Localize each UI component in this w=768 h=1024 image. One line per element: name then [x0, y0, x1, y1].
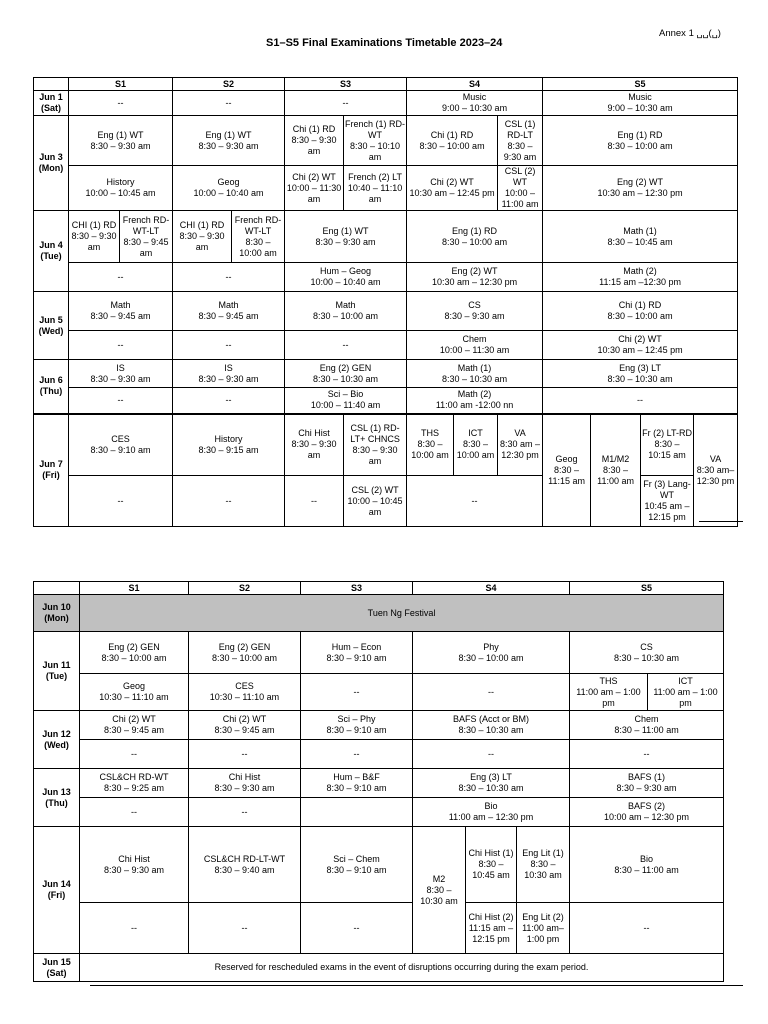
exam-cell: Bio 11:00 am – 12:30 pm	[413, 798, 570, 827]
exam-cell: --	[69, 476, 173, 527]
exam-cell: ICT 8:30 – 10:00 am	[454, 414, 498, 476]
exam-cell: --	[413, 674, 570, 711]
exam-cell: Hum – Econ 8:30 – 9:10 am	[301, 632, 413, 674]
col-s2: S2	[189, 582, 301, 595]
exam-cell: Sci – Chem 8:30 – 9:10 am	[301, 827, 413, 903]
exam-cell: CHI (1) RD 8:30 – 9:30 am	[69, 211, 120, 263]
exam-cell: French (1) RD-WT 8:30 – 10:10 am	[344, 116, 407, 166]
exam-cell: Chi (2) WT 10:30 am – 12:45 pm	[407, 166, 498, 211]
exam-cell: --	[80, 798, 189, 827]
exam-cell: Bio 8:30 – 11:00 am	[570, 827, 724, 903]
exam-cell: --	[189, 798, 301, 827]
exam-cell: --	[570, 903, 724, 954]
exam-cell: Fr (2) LT-RD 8:30 – 10:15 am	[641, 414, 694, 476]
exam-cell: THS 11:00 am – 1:00 pm	[570, 674, 648, 711]
exam-cell: Chi (1) RD 8:30 – 9:30 am	[285, 116, 344, 166]
exam-cell: --	[285, 476, 344, 527]
exam-cell: Eng (1) WT 8:30 – 9:30 am	[285, 211, 407, 263]
page-title: S1–S5 Final Examinations Timetable 2023–24	[266, 37, 503, 49]
exam-cell: Chi (1) RD 8:30 – 10:00 am	[543, 292, 738, 331]
exam-cell: --	[173, 91, 285, 116]
exam-cell: CSL (2) WT 10:00 – 10:45 am	[344, 476, 407, 527]
exam-cell: BAFS (2) 10:00 am – 12:30 pm	[570, 798, 724, 827]
exam-cell: CSL (2) WT 10:00 – 11:00 am	[498, 166, 543, 211]
exam-cell: Chi Hist 8:30 – 9:30 am	[189, 769, 301, 798]
col-s2: S2	[173, 78, 285, 91]
exam-cell: --	[69, 331, 173, 360]
exam-cell: Eng (2) GEN 8:30 – 10:00 am	[189, 632, 301, 674]
exam-cell: Eng Lit (2) 11:00 am– 1:00 pm	[517, 903, 570, 954]
day-label: Jun 14 (Fri)	[34, 827, 80, 954]
exam-cell: Eng (1) RD 8:30 – 10:00 am	[543, 116, 738, 166]
timetable-week-2	[33, 581, 724, 982]
day-label: Jun 13 (Thu)	[34, 769, 80, 827]
exam-cell: --	[173, 263, 285, 292]
exam-cell: Chi Hist (1) 8:30 – 10:45 am	[466, 827, 517, 903]
exam-cell: --	[301, 903, 413, 954]
exam-cell: Sci – Phy 8:30 – 9:10 am	[301, 711, 413, 740]
exam-cell: --	[570, 740, 724, 769]
exam-cell: BAFS (Acct or BM) 8:30 – 10:30 am	[413, 711, 570, 740]
exam-cell: Hum – B&F 8:30 – 9:10 am	[301, 769, 413, 798]
col-s1: S1	[69, 78, 173, 91]
exam-cell: Phy 8:30 – 10:00 am	[413, 632, 570, 674]
col-s3: S3	[301, 582, 413, 595]
divider-line	[699, 521, 743, 522]
exam-cell: --	[189, 903, 301, 954]
exam-cell: CSL (1) RD-LT 8:30 – 9:30 am	[498, 116, 543, 166]
exam-cell: History 8:30 – 9:15 am	[173, 414, 285, 476]
exam-cell: Music 9:00 – 10:30 am	[407, 91, 543, 116]
exam-cell: Eng (2) GEN 8:30 – 10:00 am	[80, 632, 189, 674]
exam-cell: --	[189, 740, 301, 769]
day-label: Jun 3 (Mon)	[34, 116, 69, 211]
exam-cell: CES 8:30 – 9:10 am	[69, 414, 173, 476]
exam-cell: Eng (3) LT 8:30 – 10:30 am	[543, 360, 738, 388]
exam-cell: Chi Hist 8:30 – 9:30 am	[285, 414, 344, 476]
exam-cell: Math (2) 11:15 am –12:30 pm	[543, 263, 738, 292]
exam-cell: Geog 10:30 – 11:10 am	[80, 674, 189, 711]
exam-cell: --	[173, 476, 285, 527]
exam-cell: Eng (1) WT 8:30 – 9:30 am	[173, 116, 285, 166]
col-s4: S4	[413, 582, 570, 595]
exam-cell: --	[69, 263, 173, 292]
exam-cell: Chi (2) WT 10:00 – 11:30 am	[285, 166, 344, 211]
exam-cell: CSL&CH RD-LT-WT 8:30 – 9:40 am	[189, 827, 301, 903]
day-label: Jun 15 (Sat)	[34, 954, 80, 982]
exam-cell: Eng (3) LT 8:30 – 10:30 am	[413, 769, 570, 798]
exam-cell: --	[301, 674, 413, 711]
exam-cell: VA 8:30 am– 12:30 pm	[694, 414, 738, 527]
exam-cell: Eng (2) WT 10:30 am – 12:30 pm	[543, 166, 738, 211]
exam-cell: --	[69, 388, 173, 414]
col-s5: S5	[543, 78, 738, 91]
exam-cell: --	[413, 740, 570, 769]
exam-cell: Eng (2) GEN 8:30 – 10:30 am	[285, 360, 407, 388]
exam-cell: VA 8:30 am – 12:30 pm	[498, 414, 543, 476]
exam-cell: CSL&CH RD-WT 8:30 – 9:25 am	[80, 769, 189, 798]
header-blank	[34, 582, 80, 595]
day-label: Jun 4 (Tue)	[34, 211, 69, 292]
exam-cell: Chem 10:00 – 11:30 am	[407, 331, 543, 360]
exam-cell: CHI (1) RD 8:30 – 9:30 am	[173, 211, 232, 263]
exam-cell: Math 8:30 – 9:45 am	[173, 292, 285, 331]
exam-cell: Music 9:00 – 10:30 am	[543, 91, 738, 116]
exam-cell: --	[285, 91, 407, 116]
exam-cell: Geog 8:30 – 11:15 am	[543, 414, 591, 527]
day-label: Jun 6 (Thu)	[34, 360, 69, 414]
reserved-note: Reserved for rescheduled exams in the event of disruptions occurring during the exam period.	[80, 954, 724, 982]
divider-line	[90, 985, 743, 986]
day-label: Jun 10 (Mon)	[34, 595, 80, 632]
exam-cell: --	[301, 740, 413, 769]
exam-cell: Math (1) 8:30 – 10:30 am	[407, 360, 543, 388]
day-label: Jun 7 (Fri)	[34, 414, 69, 527]
day-label: Jun 5 (Wed)	[34, 292, 69, 360]
header-blank	[34, 78, 69, 91]
exam-cell: --	[407, 476, 543, 527]
exam-cell: Math (2) 11:00 am -12:00 nn	[407, 388, 543, 414]
exam-cell: Eng (1) WT 8:30 – 9:30 am	[69, 116, 173, 166]
exam-cell: History 10:00 – 10:45 am	[69, 166, 173, 211]
exam-cell: CSL (1) RD-LT+ CHNCS 8:30 – 9:30 am	[344, 414, 407, 476]
exam-cell: Eng (2) WT 10:30 am – 12:30 pm	[407, 263, 543, 292]
exam-cell: --	[80, 740, 189, 769]
exam-cell: --	[173, 331, 285, 360]
exam-cell: --	[173, 388, 285, 414]
exam-cell: IS 8:30 – 9:30 am	[69, 360, 173, 388]
col-s5: S5	[570, 582, 724, 595]
exam-cell: French (2) LT 10:40 – 11:10 am	[344, 166, 407, 211]
exam-cell: THS 8:30 – 10:00 am	[407, 414, 454, 476]
exam-cell: French RD-WT-LT 8:30 – 9:45 am	[120, 211, 173, 263]
exam-cell: Chi (1) RD 8:30 – 10:00 am	[407, 116, 498, 166]
col-s1: S1	[80, 582, 189, 595]
exam-cell: Eng (1) RD 8:30 – 10:00 am	[407, 211, 543, 263]
exam-cell: --	[543, 388, 738, 414]
exam-cell: Chi Hist (2) 11:15 am – 12:15 pm	[466, 903, 517, 954]
timetable-week-1	[33, 77, 738, 527]
exam-cell: Chem 8:30 – 11:00 am	[570, 711, 724, 740]
exam-cell: Hum – Geog 10:00 – 10:40 am	[285, 263, 407, 292]
exam-cell: Math (1) 8:30 – 10:45 am	[543, 211, 738, 263]
exam-cell: Math 8:30 – 9:45 am	[69, 292, 173, 331]
exam-cell: --	[285, 331, 407, 360]
exam-cell: Geog 10:00 – 10:40 am	[173, 166, 285, 211]
exam-cell: M2 8:30 – 10:30 am	[413, 827, 466, 954]
exam-cell: Chi Hist 8:30 – 9:30 am	[80, 827, 189, 903]
day-label: Jun 1 (Sat)	[34, 91, 69, 116]
exam-cell: ICT 11:00 am – 1:00 pm	[648, 674, 724, 711]
col-s3: S3	[285, 78, 407, 91]
col-s4: S4	[407, 78, 543, 91]
exam-cell: CS 8:30 – 9:30 am	[407, 292, 543, 331]
holiday-cell: Tuen Ng Festival	[80, 595, 724, 632]
exam-cell: --	[69, 91, 173, 116]
day-label: Jun 11 (Tue)	[34, 632, 80, 711]
exam-cell: Fr (3) Lang-WT 10:45 am – 12:15 pm	[641, 476, 694, 527]
exam-cell: M1/M2 8:30 – 11:00 am	[591, 414, 641, 527]
exam-cell: BAFS (1) 8:30 – 9:30 am	[570, 769, 724, 798]
day-label: Jun 12 (Wed)	[34, 711, 80, 769]
exam-cell: --	[80, 903, 189, 954]
annex-label: Annex 1 ␣␣(␣)	[659, 28, 721, 39]
exam-cell: CES 10:30 – 11:10 am	[189, 674, 301, 711]
exam-cell: Sci – Bio 10:00 – 11:40 am	[285, 388, 407, 414]
exam-cell: Chi (2) WT 10:30 am – 12:45 pm	[543, 331, 738, 360]
exam-cell: IS 8:30 – 9:30 am	[173, 360, 285, 388]
exam-cell: French RD-WT-LT 8:30 – 10:00 am	[232, 211, 285, 263]
exam-cell: Eng Lit (1) 8:30 – 10:30 am	[517, 827, 570, 903]
exam-cell: Chi (2) WT 8:30 – 9:45 am	[189, 711, 301, 740]
exam-cell	[301, 798, 413, 827]
exam-cell: Math 8:30 – 10:00 am	[285, 292, 407, 331]
exam-cell: CS 8:30 – 10:30 am	[570, 632, 724, 674]
exam-cell: Chi (2) WT 8:30 – 9:45 am	[80, 711, 189, 740]
